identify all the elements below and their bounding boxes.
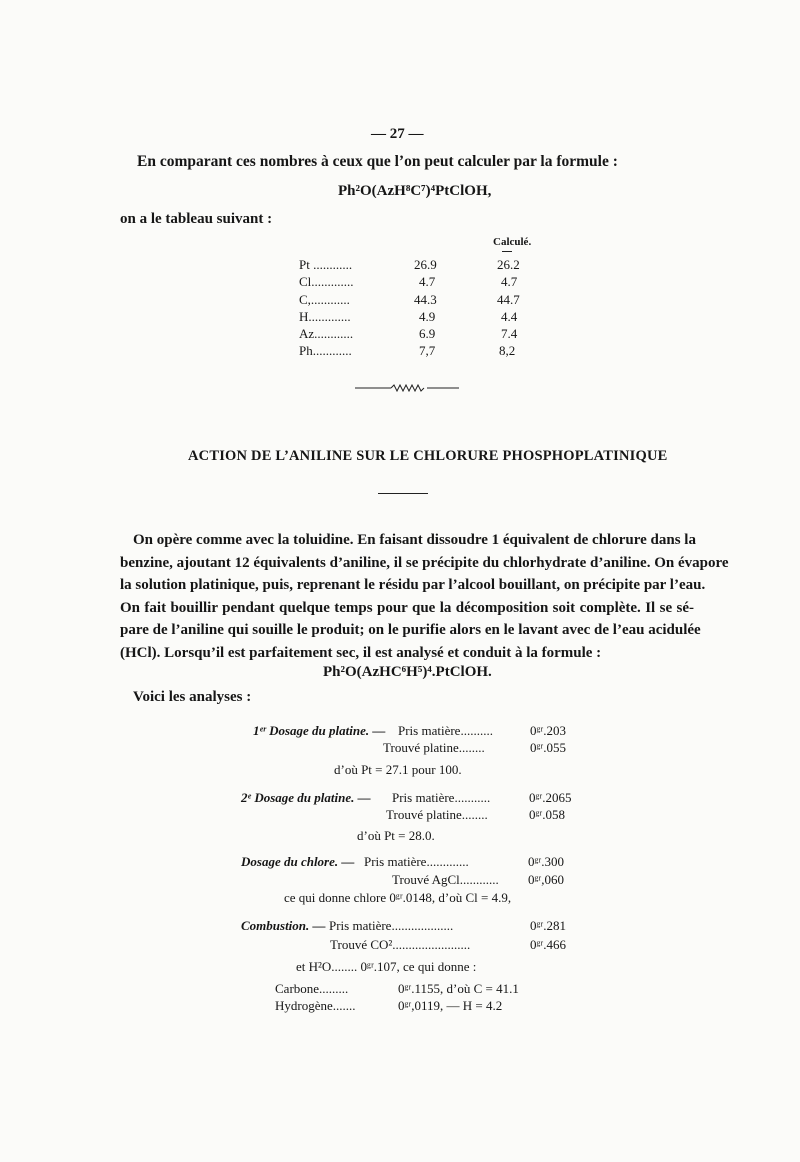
analysis-value: 0ᵍʳ.058: [529, 807, 565, 822]
paragraph-line: pare de l’aniline qui souille le produit; on le purifie alors en le lavant avec de l’eau acidulée: [120, 622, 701, 638]
paragraph-line: On fait bouillir pendant quelque temps pour que la décomposition soit complète. Il se sé-: [120, 599, 694, 616]
analysis-value: 0ᵍʳ.2065: [529, 790, 572, 805]
analysis-title: 2ᵉ Dosage du platine. —: [241, 790, 371, 805]
paragraph-line: la solution platinique, puis, reprenant le résidu par l’alcool bouillant, on précipite par l’eau.: [120, 577, 706, 593]
analysis-label: Trouvé AgCl............: [392, 872, 499, 887]
analysis-title: Combustion. —: [241, 918, 326, 933]
table-row-label: Cl.............: [299, 274, 354, 289]
table-row-calc: 8,2: [499, 343, 516, 358]
intro-table-line: on a le tableau suivant :: [120, 211, 273, 227]
analysis-value: 0ᵍʳ,060: [528, 872, 564, 887]
page-number: — 27 —: [371, 126, 424, 142]
section-title: ACTION DE L’ANILINE SUR LE CHLORURE PHOSPHOPLATINIQUE: [188, 448, 668, 464]
table-row-calc: 4.4: [501, 309, 518, 324]
analysis-label: Trouvé platine........: [386, 807, 488, 822]
analysis-label: Pris matière.............: [364, 854, 469, 869]
analysis-value: 0ᵍʳ.300: [528, 854, 564, 869]
analysis-line: et H²O........ 0ᵍʳ.107, ce qui donne :: [296, 959, 477, 974]
title-underline: [378, 493, 428, 494]
table-row-found: 6.9: [419, 326, 436, 341]
table-row-found: 4.9: [419, 309, 436, 324]
analysis-label: Pris matière..........: [398, 723, 493, 738]
table-row-calc: 26.2: [497, 257, 520, 272]
analysis-label: Hydrogène.......: [275, 998, 356, 1013]
analysis-label: Carbone.........: [275, 981, 349, 996]
analysis-value: 0ᵍʳ.1155, d’où C = 41.1: [398, 981, 519, 996]
analysis-label: Trouvé CO²........................: [330, 937, 471, 952]
analysis-label: Trouvé platine........: [383, 740, 485, 755]
table-row-label: Pt ............: [299, 257, 353, 272]
table-row-label: Ph............: [299, 343, 352, 358]
analysis-result: d’où Pt = 27.1 pour 100.: [334, 762, 462, 777]
table-row-found: 44.3: [414, 292, 437, 307]
paragraph-line: (HCl). Lorsqu’il est parfaitement sec, il est analysé et conduit à la formule :: [120, 644, 602, 661]
analysis-value: 0ᵍʳ.055: [530, 740, 566, 755]
analysis-label: Pris matière...........: [392, 790, 491, 805]
paragraph-line: On opère comme avec la toluidine. En faisant dissoudre 1 équivalent de chlorure dans la: [133, 532, 696, 548]
table-row-label: H.............: [299, 309, 351, 324]
table-row-found: 4.7: [419, 274, 436, 289]
table-header-calcule: Calculé.: [493, 236, 532, 248]
analysis-result: d’où Pt = 28.0.: [357, 828, 435, 843]
analysis-result: ce qui donne chlore 0ᵍʳ.0148, d’où Cl = 4.9,: [284, 890, 512, 905]
analysis-title: 1ᵉʳ Dosage du platine. —: [253, 723, 386, 738]
analysis-title: Dosage du chlore. —: [241, 854, 355, 869]
analysis-value: 0ᵍʳ,0119, — H = 4.2: [398, 998, 503, 1013]
header-dash: [502, 251, 512, 252]
wavy-separator: [355, 382, 459, 394]
paragraph-line: benzine, ajoutant 12 équivalents d’aniline, il se précipite du chlorhydrate d’aniline. On évapore: [120, 554, 729, 571]
table-row-found: 7,7: [419, 343, 436, 358]
table-row-found: 26.9: [414, 257, 437, 272]
table-row-calc: 44.7: [497, 292, 520, 307]
table-row-calc: 4.7: [501, 274, 518, 289]
analysis-label: Pris matière...................: [329, 918, 454, 933]
analyses-intro: Voici les analyses :: [133, 689, 252, 705]
table-row-label: C,............: [299, 292, 350, 307]
body-paragraph: [120, 529, 729, 664]
formula-one: Ph²O(AzH⁸C⁷)⁴PtClOH,: [338, 183, 492, 199]
analysis-value: 0ᵍʳ.203: [530, 723, 566, 738]
table-row-calc: 7.4: [501, 326, 518, 341]
analysis-value: 0ᵍʳ.466: [530, 937, 566, 952]
analysis-value: 0ᵍʳ.281: [530, 918, 566, 933]
table-row-label: Az............: [299, 326, 354, 341]
intro-line: En comparant ces nombres à ceux que l’on peut calculer par la formule :: [137, 153, 618, 170]
formula-two: Ph²O(AzHC⁶H⁵)⁴.PtClOH.: [323, 664, 492, 680]
